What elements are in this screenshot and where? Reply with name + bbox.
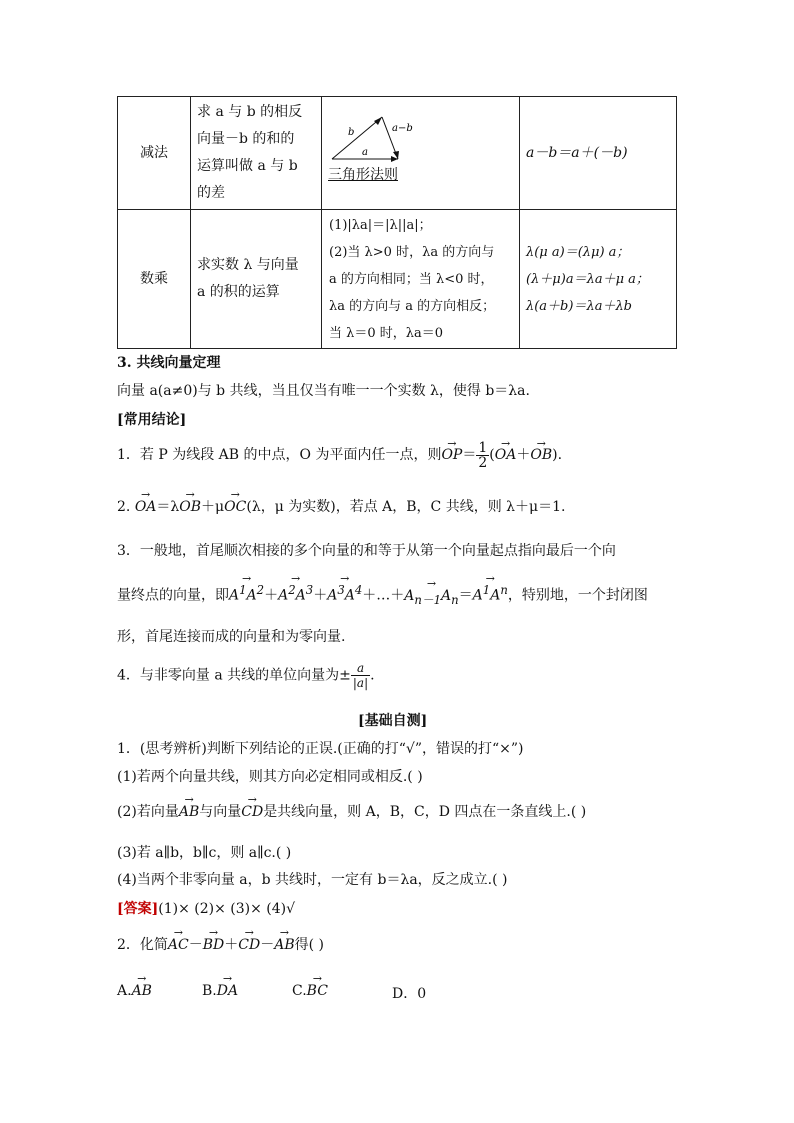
- option-b: B.→ DA: [202, 983, 238, 999]
- vector-OC: → OC: [224, 499, 246, 515]
- law-caption: 三角形法则: [328, 167, 398, 183]
- question-1-item-1: (1)若两个向量共线，则其方向必定相同或相反.( ): [117, 769, 423, 785]
- option-vector: → BC: [307, 983, 328, 999]
- conclusion-1: 1．若 P 为线段 AB 的中点，O 为平面内任一点，则→ OP＝ $\frac{1}{2}$ (→ OA＋→ OB).: [117, 440, 562, 470]
- vector-A1A2: → $A^1A^2$: [229, 583, 264, 604]
- vector-A1An: → $A^1A^n$: [473, 583, 508, 604]
- vector-OA: → OA: [135, 499, 157, 515]
- vector-CD: → CD: [238, 937, 260, 953]
- c1-text: 1．若 P 为线段 AB 的中点，O 为平面内任一点，则: [117, 447, 442, 463]
- conclusion-2: 2. → OA＝λ→ OB＋μ→ OC(λ，μ 为实数)，若点 A，B，C 共线，则 λ＋μ＝1.: [117, 496, 566, 516]
- answer-line: [答案](1)× (2)× (3)× (4)√: [117, 901, 296, 917]
- formula-line: (λ＋μ)a＝λa＋μ a；: [526, 271, 649, 287]
- vector-AC: → AC: [168, 937, 189, 953]
- option-value: 0: [417, 986, 427, 1002]
- vector-OB: → OB: [530, 440, 552, 470]
- op-law: [322, 210, 520, 349]
- vector-A2A3: → $A^2A^3$: [278, 583, 313, 604]
- vector-An-1An: → $A_{n-1}A_n$: [404, 588, 458, 608]
- def-line: 求实数 λ 与向量: [197, 257, 299, 273]
- vector-OB: → OB: [179, 499, 201, 515]
- def-line: 运算叫做 a 与 b: [197, 158, 298, 174]
- conclusion-3-line-2: 量终点的向量，即→ $A^1A^2+\to A^2A^3+\to$ $A^3A^4+\dots+\to A_{n-1}A_n=\to A^1A^n$，特别地，一个封闭图: [117, 583, 648, 607]
- def-line: 求 a 与 b 的相反: [197, 104, 303, 120]
- def-line: 向量－b 的和的: [197, 131, 295, 147]
- question-2-stem: 2．化简→ AC－→ BD＋→ CD－→ AB得( ): [117, 934, 324, 954]
- def-line: 的差: [197, 185, 225, 201]
- vector-AB: → AB: [274, 937, 294, 953]
- triangle-diagram: [328, 103, 428, 165]
- formula-line: λ(a＋b)＝λa＋λb: [526, 298, 633, 314]
- tri-label-b: b: [348, 127, 355, 138]
- tri-label-a: a: [362, 147, 368, 158]
- op-name-subtraction: 减法: [118, 97, 191, 210]
- option-vector: → DA: [217, 983, 238, 999]
- vector-AB: → AB: [179, 804, 199, 820]
- question-1-item-4: (4)当两个非零向量 a，b 共线时，一定有 b＝λa，反之成立.( ): [117, 872, 508, 888]
- conclusion-4: 4．与非零向量 a 共线的单位向量为± $\frac{a}{|a|}$ .: [117, 661, 375, 690]
- conclusions-heading: [常用结论]: [117, 412, 187, 428]
- vector-OP: → OP: [441, 440, 462, 470]
- vector-OA: → OA: [495, 440, 517, 470]
- vector-A3A4: → $A^3A^4$: [327, 583, 362, 604]
- conclusion-3-line-3: 形，首尾连接而成的向量和为零向量.: [117, 629, 346, 645]
- op-law: [322, 97, 520, 210]
- op-definition: [191, 97, 322, 210]
- law-line: λa 的方向与 a 的方向相反；: [329, 298, 496, 314]
- op-name-scalar-mult: 数乘: [118, 210, 191, 349]
- formula-line: λ(μ a)＝(λμ) a；: [526, 244, 630, 260]
- def-line: a 的积的运算: [197, 284, 280, 300]
- fraction-half: $\frac{1}{2}$: [478, 439, 488, 471]
- answer-tag: [答案]: [117, 901, 159, 917]
- tri-label-a-minus-b: a−b: [392, 123, 413, 134]
- section-title: 3. 共线向量定理: [117, 355, 221, 371]
- op-definition: [191, 210, 322, 349]
- question-1-item-3: (3)若 a∥b，b∥c，则 a∥c.( ): [117, 845, 292, 861]
- option-a: A.→ AB: [117, 983, 152, 999]
- law-line: a 的方向相同；当 λ<0 时，: [329, 271, 494, 287]
- option-c: C.→ BC: [292, 983, 328, 999]
- law-line: (1)|λa|＝|λ||a|；: [329, 217, 432, 233]
- vector-BD: → BD: [203, 937, 225, 953]
- option-vector: → AB: [132, 983, 152, 999]
- law-line: (2)当 λ>0 时，λa 的方向与: [329, 244, 495, 260]
- question-1-item-2: (2)若向量→ AB与向量→ CD是共线向量，则 A，B，C，D 四点在一条直线上.( ): [117, 801, 586, 821]
- option-d: D．0: [392, 986, 427, 1002]
- vector-CD: → CD: [241, 804, 263, 820]
- fraction-unit-vector: $\frac{a}{|a|}$: [352, 661, 369, 690]
- question-1-stem: 1．(思考辨析)判断下列结论的正误.(正确的打“√”，错误的打“×”): [117, 741, 524, 757]
- theorem-text: 向量 a(a≠0)与 b 共线，当且仅当有唯一一个实数 λ，使得 b＝λa.: [117, 383, 530, 399]
- table-row: [118, 210, 677, 349]
- op-formula: [520, 210, 677, 349]
- law-line: 当 λ＝0 时，λa＝0: [329, 325, 444, 341]
- op-formula: a－b＝a＋(－b): [520, 97, 677, 210]
- table-row: [118, 97, 677, 210]
- conclusion-3-line-1: 3．一般地，首尾顺次相接的多个向量的和等于从第一个向量起点指向最后一个向: [117, 543, 616, 559]
- selftest-heading: [基础自测]: [358, 713, 428, 729]
- operations-table: [117, 96, 677, 349]
